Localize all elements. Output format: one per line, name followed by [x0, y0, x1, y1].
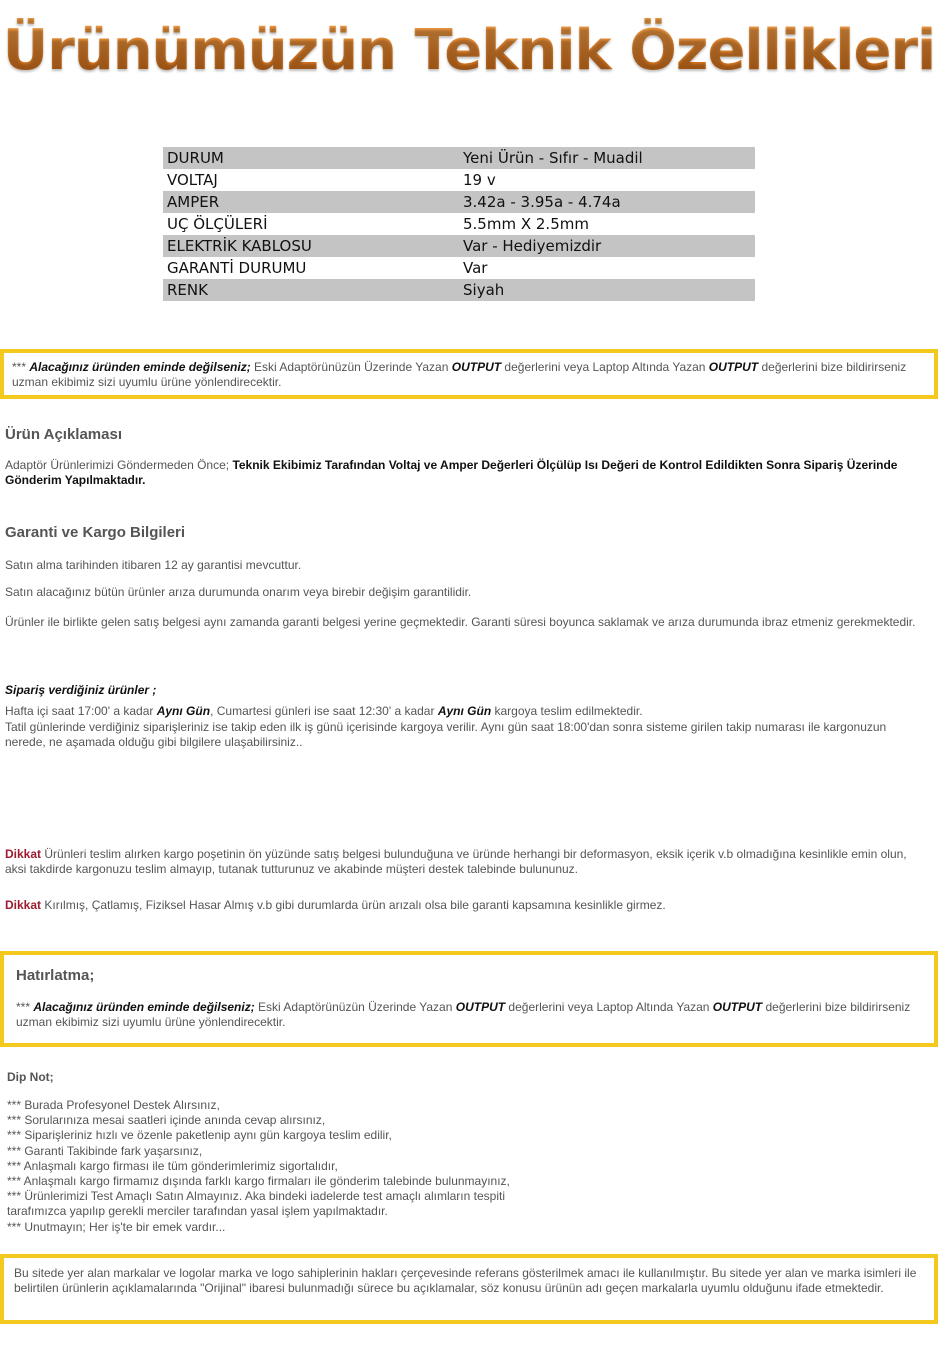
- description-heading: Ürün Açıklaması: [5, 426, 122, 443]
- spec-table: [163, 147, 755, 301]
- notice-box: [0, 349, 938, 399]
- page-title: Ürünümüzün Teknik Özellikleri: [0, 18, 938, 83]
- warranty-p1: Satın alma tarihinden itibaren 12 ay garantisi mevcuttur.: [5, 558, 302, 572]
- spec-key: ELEKTRİK KABLOSU: [163, 235, 459, 257]
- spec-value: 3.42a - 3.95a - 4.74a: [459, 191, 755, 213]
- warning-label: Dikkat: [5, 898, 42, 912]
- warranty-p3: Ürünler ile birlikte gelen satış belgesi aynı zamanda garanti belgesi yerine geçmektedir. Garanti süresi boyunca saklamak ve arıza durumunda ibraz etmeniz gerekmektedir.: [5, 615, 916, 629]
- spec-key: DURUM: [163, 147, 459, 169]
- spec-value: Var - Hediyemizdir: [459, 235, 755, 257]
- spec-row: [163, 169, 755, 191]
- description-text: Adaptör Ürünlerimizi Göndermeden Önce; Teknik Ekibimiz Tarafından Voltaj ve Amper Değerleri Ölçülüp Isı Değeri de Kontrol Edildikten Sonra Sipariş Üzerinde Gönderim Yapılmaktadır.: [5, 458, 898, 487]
- spec-key: RENK: [163, 279, 459, 301]
- list-item: *** Burada Profesyonel Destek Alırsınız,: [7, 1098, 220, 1112]
- spec-key: AMPER: [163, 191, 459, 213]
- warranty-p2: Satın alacağınız bütün ürünler arıza durumunda onarım veya birebir değişim garantilidir.: [5, 585, 472, 599]
- spec-row: [163, 213, 755, 235]
- spec-value: Siyah: [459, 279, 755, 301]
- orders-line-1: Hafta içi saat 17:00' a kadar Aynı Gün, Cumartesi günleri ise saat 12:30' a kadar Aynı Gün kargoya teslim edilmektedir.: [5, 704, 643, 718]
- disclaimer-box: [0, 1254, 938, 1324]
- orders-line-2: Tatil günlerinde verdiğiniz siparişleriniz ise takip eden ilk iş günü içerisinde kargoya verilir. Aynı gün saat 18:00'dan sonra sisteme girilen takip numarası ile kargonuzun nerede, ne aşamada olduğu gibi bilgilere ulaşabilirsiniz..: [5, 720, 887, 749]
- warning-label: Dikkat: [5, 847, 42, 861]
- orders-heading: Sipariş verdiğiniz ürünler ;: [5, 683, 157, 697]
- warranty-heading: Garanti ve Kargo Bilgileri: [5, 524, 186, 541]
- reminder-heading: Hatırlatma;: [16, 967, 95, 984]
- spec-key: VOLTAJ: [167, 171, 218, 189]
- spec-row: [163, 257, 755, 279]
- spec-value: 5.5mm X 2.5mm: [463, 215, 589, 233]
- spec-row: [163, 235, 755, 257]
- warning-2: Dikkat Kırılmış, Çatlamış, Fiziksel Hasar Almış v.b gibi durumlarda ürün arızalı olsa bile garanti kapsamına kesinlikle girmez.: [5, 898, 666, 912]
- spec-value: Yeni Ürün - Sıfır - Muadil: [459, 147, 755, 169]
- reminder-box: [0, 951, 938, 1047]
- spec-key: GARANTİ DURUMU: [167, 259, 307, 277]
- dip-not-list: [7, 1098, 510, 1235]
- list-item: *** Ürünlerimizi Test Amaçlı Satın Almayınız. Aka bindeki iadelerde test amaçlı alımların tespiti: [7, 1189, 505, 1204]
- list-item: *** Unutmayın; Her iş'te bir emek vardır...: [7, 1219, 226, 1234]
- list-item: *** Anlaşmalı kargo firmamız dışında farklı kargo firmaları ile gönderim talebinde bulunmayınız,: [7, 1174, 510, 1189]
- list-item: *** Sorularınıza mesai saatleri içinde anında cevap alırsınız,: [7, 1113, 326, 1128]
- warning-1: Dikkat Ürünleri teslim alırken kargo poşetinin ön yüzünde satış belgesi bulunduğuna ve üründe herhangi bir deformasyon, eksik içerik v.b olmadığına kesinlikle emin olun, aksi takdirde kargonuzu teslim almayıp, tutanak tutturunuz ve akabinde müşteri destek talebinde bulununuz.: [5, 847, 907, 876]
- spec-row: [163, 147, 755, 169]
- dip-not-heading: Dip Not;: [7, 1070, 54, 1084]
- list-item: *** Garanti Takibinde fark yaşarsınız,: [7, 1143, 203, 1158]
- spec-value: Var: [463, 259, 488, 277]
- list-item: tarafımızca yapılıp gerekli merciler tarafından yasal işlem yapılmaktadır.: [7, 1204, 388, 1219]
- spec-row: [163, 279, 755, 301]
- list-item: *** Anlaşmalı kargo firması ile tüm gönderimlerimiz sigortalıdır,: [7, 1158, 338, 1173]
- notice-bold: Alacağınız üründen eminde değilseniz;: [29, 360, 251, 374]
- spec-row: [163, 191, 755, 213]
- list-item: *** Siparişleriniz hızlı ve özenle paketlenip aynı gün kargoya teslim edilir,: [7, 1128, 392, 1143]
- notice-text: *** Alacağınız üründen eminde değilseniz; Eski Adaptörünüzün Üzerinde Yazan OUTPUT değerlerini veya Laptop Altında Yazan OUTPUT değerlerini bize bildirirseniz uzman ekibimiz sizi uyumlu ürüne yönlendirecektir.: [12, 360, 907, 389]
- reminder-text: *** Alacağınız üründen eminde değilseniz; Eski Adaptörünüzün Üzerinde Yazan OUTPUT değerlerini veya Laptop Altında Yazan OUTPUT değerlerini bize bildirirseniz uzman ekibimiz sizi uyumlu ürüne yönlendirecektir.: [16, 1000, 911, 1029]
- spec-value: 19 v: [463, 171, 496, 189]
- spec-key: UÇ ÖLÇÜLERİ: [167, 215, 268, 233]
- disclaimer-text: Bu sitede yer alan markalar ve logolar marka ve logo sahiplerinin hakları çerçevesinde referans gösterilmek amacı ile kullanılmıştır. Bu sitede yer alan ve marka isimleri ile belirtilen ürünlerin açıklamalarında "Orijinal" ibaresi bulunmadığı sürece bu açıklamalar, söz konusu ürünün adı geçen markalarla uyumlu olduğunu ifade etmektedir.: [14, 1266, 917, 1295]
